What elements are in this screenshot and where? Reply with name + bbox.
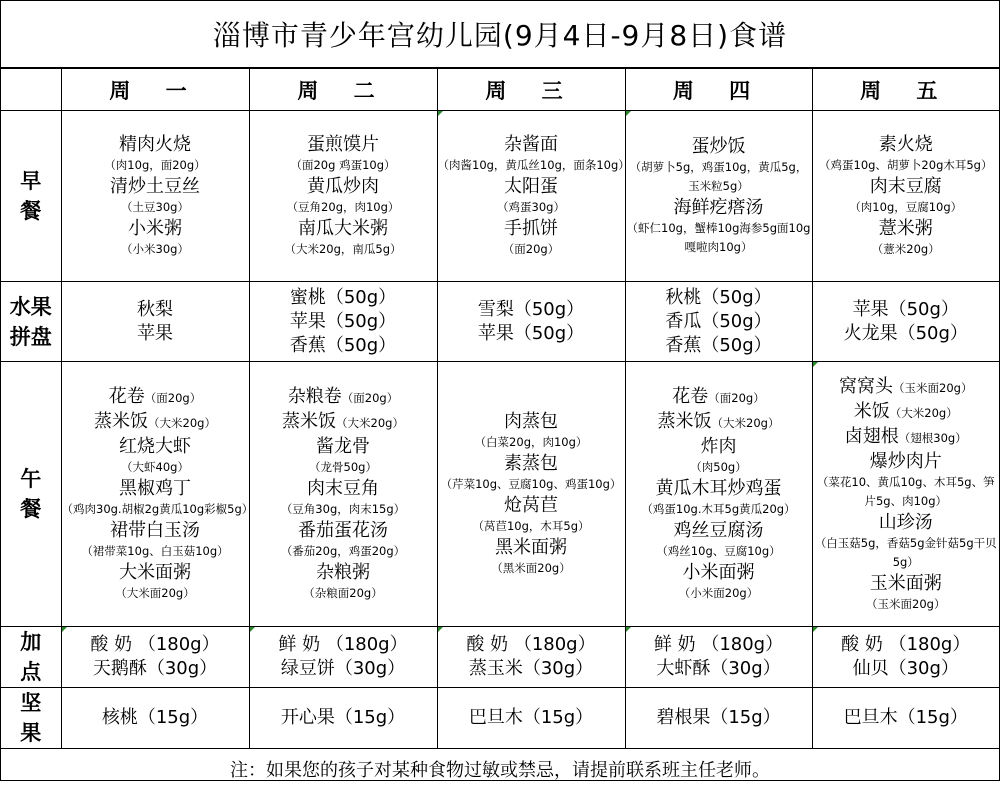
dish-name: 卤翅根（翅根30g） bbox=[844, 425, 967, 447]
snack-item: 鲜 奶 （180g） bbox=[278, 634, 408, 655]
dish-ingredients: （鸡丝10g、豆腐10g） bbox=[656, 544, 781, 558]
menu-table bbox=[1, 68, 999, 748]
dish-ingredients: （面20g） bbox=[341, 391, 399, 405]
dish-ingredients: （黑米面20g） bbox=[491, 561, 571, 575]
dish-name: 手抓饼 bbox=[504, 218, 558, 239]
dish-ingredients: （大米面20g） bbox=[115, 586, 195, 600]
dish-name: 蛋煎馍片 bbox=[307, 134, 379, 155]
dish-name: 黑椒鸡丁 bbox=[119, 478, 191, 499]
fruit-item: 蜜桃（50g） bbox=[289, 286, 397, 308]
dish-name: 肉末豆腐 bbox=[869, 176, 942, 197]
fruit-item: 香蕉（50g） bbox=[289, 334, 397, 356]
dish-ingredients: （土豆30g） bbox=[121, 200, 189, 214]
snack-item: 绿豆饼（30g） bbox=[280, 658, 406, 679]
breakfast-row-label: 早 餐 bbox=[1, 111, 61, 282]
nuts-fri: 巴旦木（15g） bbox=[812, 688, 999, 749]
day-header-wed: 周 三 bbox=[437, 69, 625, 111]
dish-name: 清炒土豆丝 bbox=[110, 176, 200, 197]
snack-fri bbox=[812, 627, 999, 688]
dish-ingredients: （大米20g，南瓜5g） bbox=[284, 242, 402, 256]
dish-name: 精肉火烧 bbox=[119, 134, 191, 155]
fruit-item: 香蕉（50g） bbox=[665, 334, 772, 356]
dish-ingredients: （虾仁10g，蟹棒10g海参5g面10g嘎啦肉10g） bbox=[626, 221, 811, 254]
snack-item: 酸 奶 （180g） bbox=[841, 634, 971, 655]
dish-name: 裙带白玉汤 bbox=[110, 520, 200, 541]
dish-ingredients: （芹菜10g、豆腐10g、鸡蛋10g） bbox=[440, 477, 622, 491]
fruit-item: 秋桃（50g） bbox=[665, 286, 772, 308]
dish-ingredients: （大米20g） bbox=[148, 416, 216, 430]
snack-item: 天鹅酥（30g） bbox=[92, 658, 218, 679]
dish-name: 番茄蛋花汤 bbox=[298, 520, 388, 541]
dish-name: 薏米粥 bbox=[878, 218, 933, 239]
dish-ingredients: （杂粮面20g） bbox=[303, 586, 383, 600]
day-header-thu: 周 四 bbox=[625, 69, 812, 111]
dish-ingredients: （面20g 鸡蛋10g） bbox=[290, 158, 396, 172]
nuts-row-label: 坚 果 bbox=[1, 688, 61, 749]
dish-ingredients: （玉米面20g） bbox=[866, 596, 946, 611]
dish-ingredients: （豆角20g，肉10g） bbox=[286, 200, 400, 214]
fruit-fri bbox=[812, 282, 999, 362]
fruit-item: 香瓜（50g） bbox=[665, 310, 772, 332]
dish-ingredients: （裙带菜10g、白玉菇10g） bbox=[81, 544, 229, 558]
fruit-mon bbox=[61, 282, 249, 362]
dish-name: 太阳蛋 bbox=[504, 176, 558, 197]
dish-ingredients: （翅根30g） bbox=[898, 430, 967, 445]
corner-cell bbox=[1, 69, 61, 111]
day-header-fri: 周 五 bbox=[812, 69, 999, 111]
dish-ingredients: （肉酱10g，黄瓜丝10g，面条10g） bbox=[437, 158, 630, 172]
dish-name: 山珍汤 bbox=[878, 511, 933, 533]
snack-item: 鲜 奶 （180g） bbox=[653, 634, 784, 655]
dish-name: 黑米面粥 bbox=[495, 537, 567, 558]
breakfast-row bbox=[1, 111, 999, 282]
fruit-item: 苹果（50g） bbox=[289, 310, 397, 332]
breakfast-tue bbox=[249, 111, 437, 282]
fruit-item: 苹果（50g） bbox=[477, 322, 585, 344]
dish-ingredients: （肉10g，豆腐10g） bbox=[849, 200, 963, 214]
fruit-thu bbox=[625, 282, 812, 362]
dish-name: 黄瓜木耳炒鸡蛋 bbox=[655, 478, 782, 499]
snack-item: 酸 奶 （180g） bbox=[466, 634, 596, 655]
breakfast-wed bbox=[437, 111, 630, 282]
dish-ingredients: （小米30g） bbox=[121, 242, 189, 256]
dish-name: 炸肉 bbox=[700, 436, 737, 457]
snack-row bbox=[1, 627, 999, 688]
snack-item: 蒸玉米（30g） bbox=[468, 658, 594, 679]
dish-name: 爆炒肉片 bbox=[869, 450, 942, 472]
fruit-tue bbox=[249, 282, 437, 362]
dish-ingredients: （龙骨50g） bbox=[309, 460, 377, 474]
lunch-tue bbox=[249, 362, 437, 627]
nuts-mon: 核桃（15g） bbox=[61, 688, 249, 749]
dish-name: 米饭（大米20g） bbox=[853, 400, 958, 422]
dish-name: 蒸米饭（大米20g） bbox=[94, 411, 216, 432]
dish-name: 蒸米饭（大米20g） bbox=[657, 411, 780, 432]
dish-ingredients: （肉50g） bbox=[690, 460, 747, 474]
dish-name: 蒸米饭（大米20g） bbox=[282, 411, 404, 432]
snack-thu bbox=[625, 627, 812, 688]
day-header-tue: 周 二 bbox=[249, 69, 437, 111]
dish-name: 红烧大虾 bbox=[119, 436, 191, 457]
dish-name: 肉蒸包 bbox=[504, 411, 558, 432]
dish-name: 鸡丝豆腐汤 bbox=[673, 520, 764, 541]
snack-item: 仙贝（30g） bbox=[852, 658, 959, 679]
dish-ingredients: （番茄20g，鸡蛋20g） bbox=[280, 544, 406, 558]
dish-name: 杂粮粥 bbox=[316, 562, 370, 583]
menu-title: 淄博市青少年宫幼儿园(9月4日-9月8日)食谱 bbox=[1, 1, 999, 68]
dish-ingredients: （菜花10、黄瓜10g、木耳5g、笋片5g、肉10g） bbox=[816, 474, 995, 508]
dish-name: 大米面粥 bbox=[119, 562, 191, 583]
dish-name: 花卷（面20g） bbox=[672, 386, 765, 407]
fruit-wed bbox=[437, 282, 625, 362]
lunch-row bbox=[1, 362, 999, 627]
nuts-row bbox=[1, 688, 999, 749]
fruit-item: 苹果（50g） bbox=[852, 298, 959, 320]
dish-name: 素火烧 bbox=[878, 134, 933, 155]
dish-name: 玉米面粥 bbox=[869, 572, 942, 594]
nuts-tue: 开心果（15g） bbox=[249, 688, 437, 749]
dish-ingredients: （豆角30g，肉末15g） bbox=[280, 502, 406, 516]
breakfast-fri bbox=[812, 111, 999, 282]
fruit-row-label: 水果 拼盘 bbox=[1, 282, 61, 362]
dish-ingredients: （面20g） bbox=[708, 391, 765, 405]
fruit-item: 苹果 bbox=[137, 322, 173, 344]
dish-ingredients: （白玉菇5g，香菇5g金针菇5g干贝5g） bbox=[814, 535, 997, 569]
lunch-wed bbox=[437, 362, 625, 627]
dish-name: 素蒸包 bbox=[504, 453, 558, 474]
dish-ingredients: （白菜20g，肉10g） bbox=[474, 435, 588, 449]
dish-name: 蛋炒饭 bbox=[691, 136, 746, 157]
fruit-row bbox=[1, 282, 999, 362]
dish-name: 酱龙骨 bbox=[316, 436, 370, 457]
dish-ingredients: （薏米20g） bbox=[871, 242, 940, 256]
dish-ingredients: （玉米面20g） bbox=[893, 380, 973, 395]
fruit-item: 秋梨 bbox=[137, 298, 173, 320]
dish-name: 杂酱面 bbox=[504, 134, 558, 155]
dish-name: 小米面粥 bbox=[682, 562, 755, 583]
dish-name: 花卷（面20g） bbox=[108, 386, 202, 407]
fruit-item: 火龙果（50g） bbox=[843, 322, 968, 344]
dish-ingredients: （大米20g） bbox=[711, 416, 780, 430]
dish-name: 小米粥 bbox=[128, 218, 182, 239]
dish-ingredients: （小米面20g） bbox=[678, 586, 759, 600]
lunch-fri bbox=[812, 362, 999, 627]
snack-item: 大虾酥（30g） bbox=[656, 658, 781, 679]
dish-ingredients: （胡萝卜5g，鸡蛋10g，黄瓜5g，玉米粒5g） bbox=[629, 160, 808, 193]
dish-ingredients: （鸡蛋10g、胡萝卜20g木耳5g） bbox=[819, 158, 993, 172]
lunch-row-label: 午 餐 bbox=[1, 362, 61, 627]
snack-tue bbox=[249, 627, 437, 688]
dish-ingredients: （肉10g，面20g） bbox=[104, 158, 206, 172]
lunch-thu bbox=[625, 362, 812, 627]
breakfast-thu bbox=[625, 111, 812, 282]
snack-mon bbox=[61, 627, 249, 688]
dish-ingredients: （莴苣10g，木耳5g） bbox=[472, 519, 590, 533]
dish-name: 杂粮卷（面20g） bbox=[287, 386, 399, 407]
nuts-thu: 碧根果（15g） bbox=[625, 688, 812, 749]
dish-ingredients: （面20g） bbox=[502, 242, 560, 256]
dish-ingredients: （面20g） bbox=[144, 391, 202, 405]
breakfast-mon bbox=[61, 111, 249, 282]
dish-ingredients: （大米20g） bbox=[889, 405, 958, 420]
dish-name: 黄瓜炒肉 bbox=[307, 176, 379, 197]
dish-ingredients: （大米20g） bbox=[336, 416, 404, 430]
dish-name: 炝莴苣 bbox=[504, 495, 558, 516]
dish-ingredients: （鸡肉30g.胡椒2g黄瓜10g彩椒5g） bbox=[61, 502, 254, 516]
dish-ingredients: （大虾40g） bbox=[121, 460, 189, 474]
allergy-note: 注：如果您的孩子对某种食物过敏或禁忌，请提前联系班主任老师。 bbox=[1, 748, 999, 789]
lunch-mon bbox=[61, 362, 254, 627]
day-header-row bbox=[1, 69, 999, 111]
dish-name: 窝窝头（玉米面20g） bbox=[839, 375, 973, 397]
day-header-mon: 周 一 bbox=[61, 69, 249, 111]
snack-item: 酸 奶 （180g） bbox=[90, 634, 220, 655]
dish-ingredients: （鸡蛋10g.木耳5g黄瓜20g） bbox=[641, 502, 796, 516]
snack-wed bbox=[437, 627, 625, 688]
fruit-item: 雪梨（50g） bbox=[477, 298, 585, 320]
dish-name: 肉末豆角 bbox=[307, 478, 379, 499]
nuts-wed: 巴旦木（15g） bbox=[437, 688, 625, 749]
dish-name: 海鲜疙瘩汤 bbox=[673, 197, 764, 218]
dish-name: 南瓜大米粥 bbox=[298, 218, 388, 239]
dish-ingredients: （鸡蛋30g） bbox=[497, 200, 565, 214]
snack-row-label: 加 点 bbox=[1, 627, 61, 688]
